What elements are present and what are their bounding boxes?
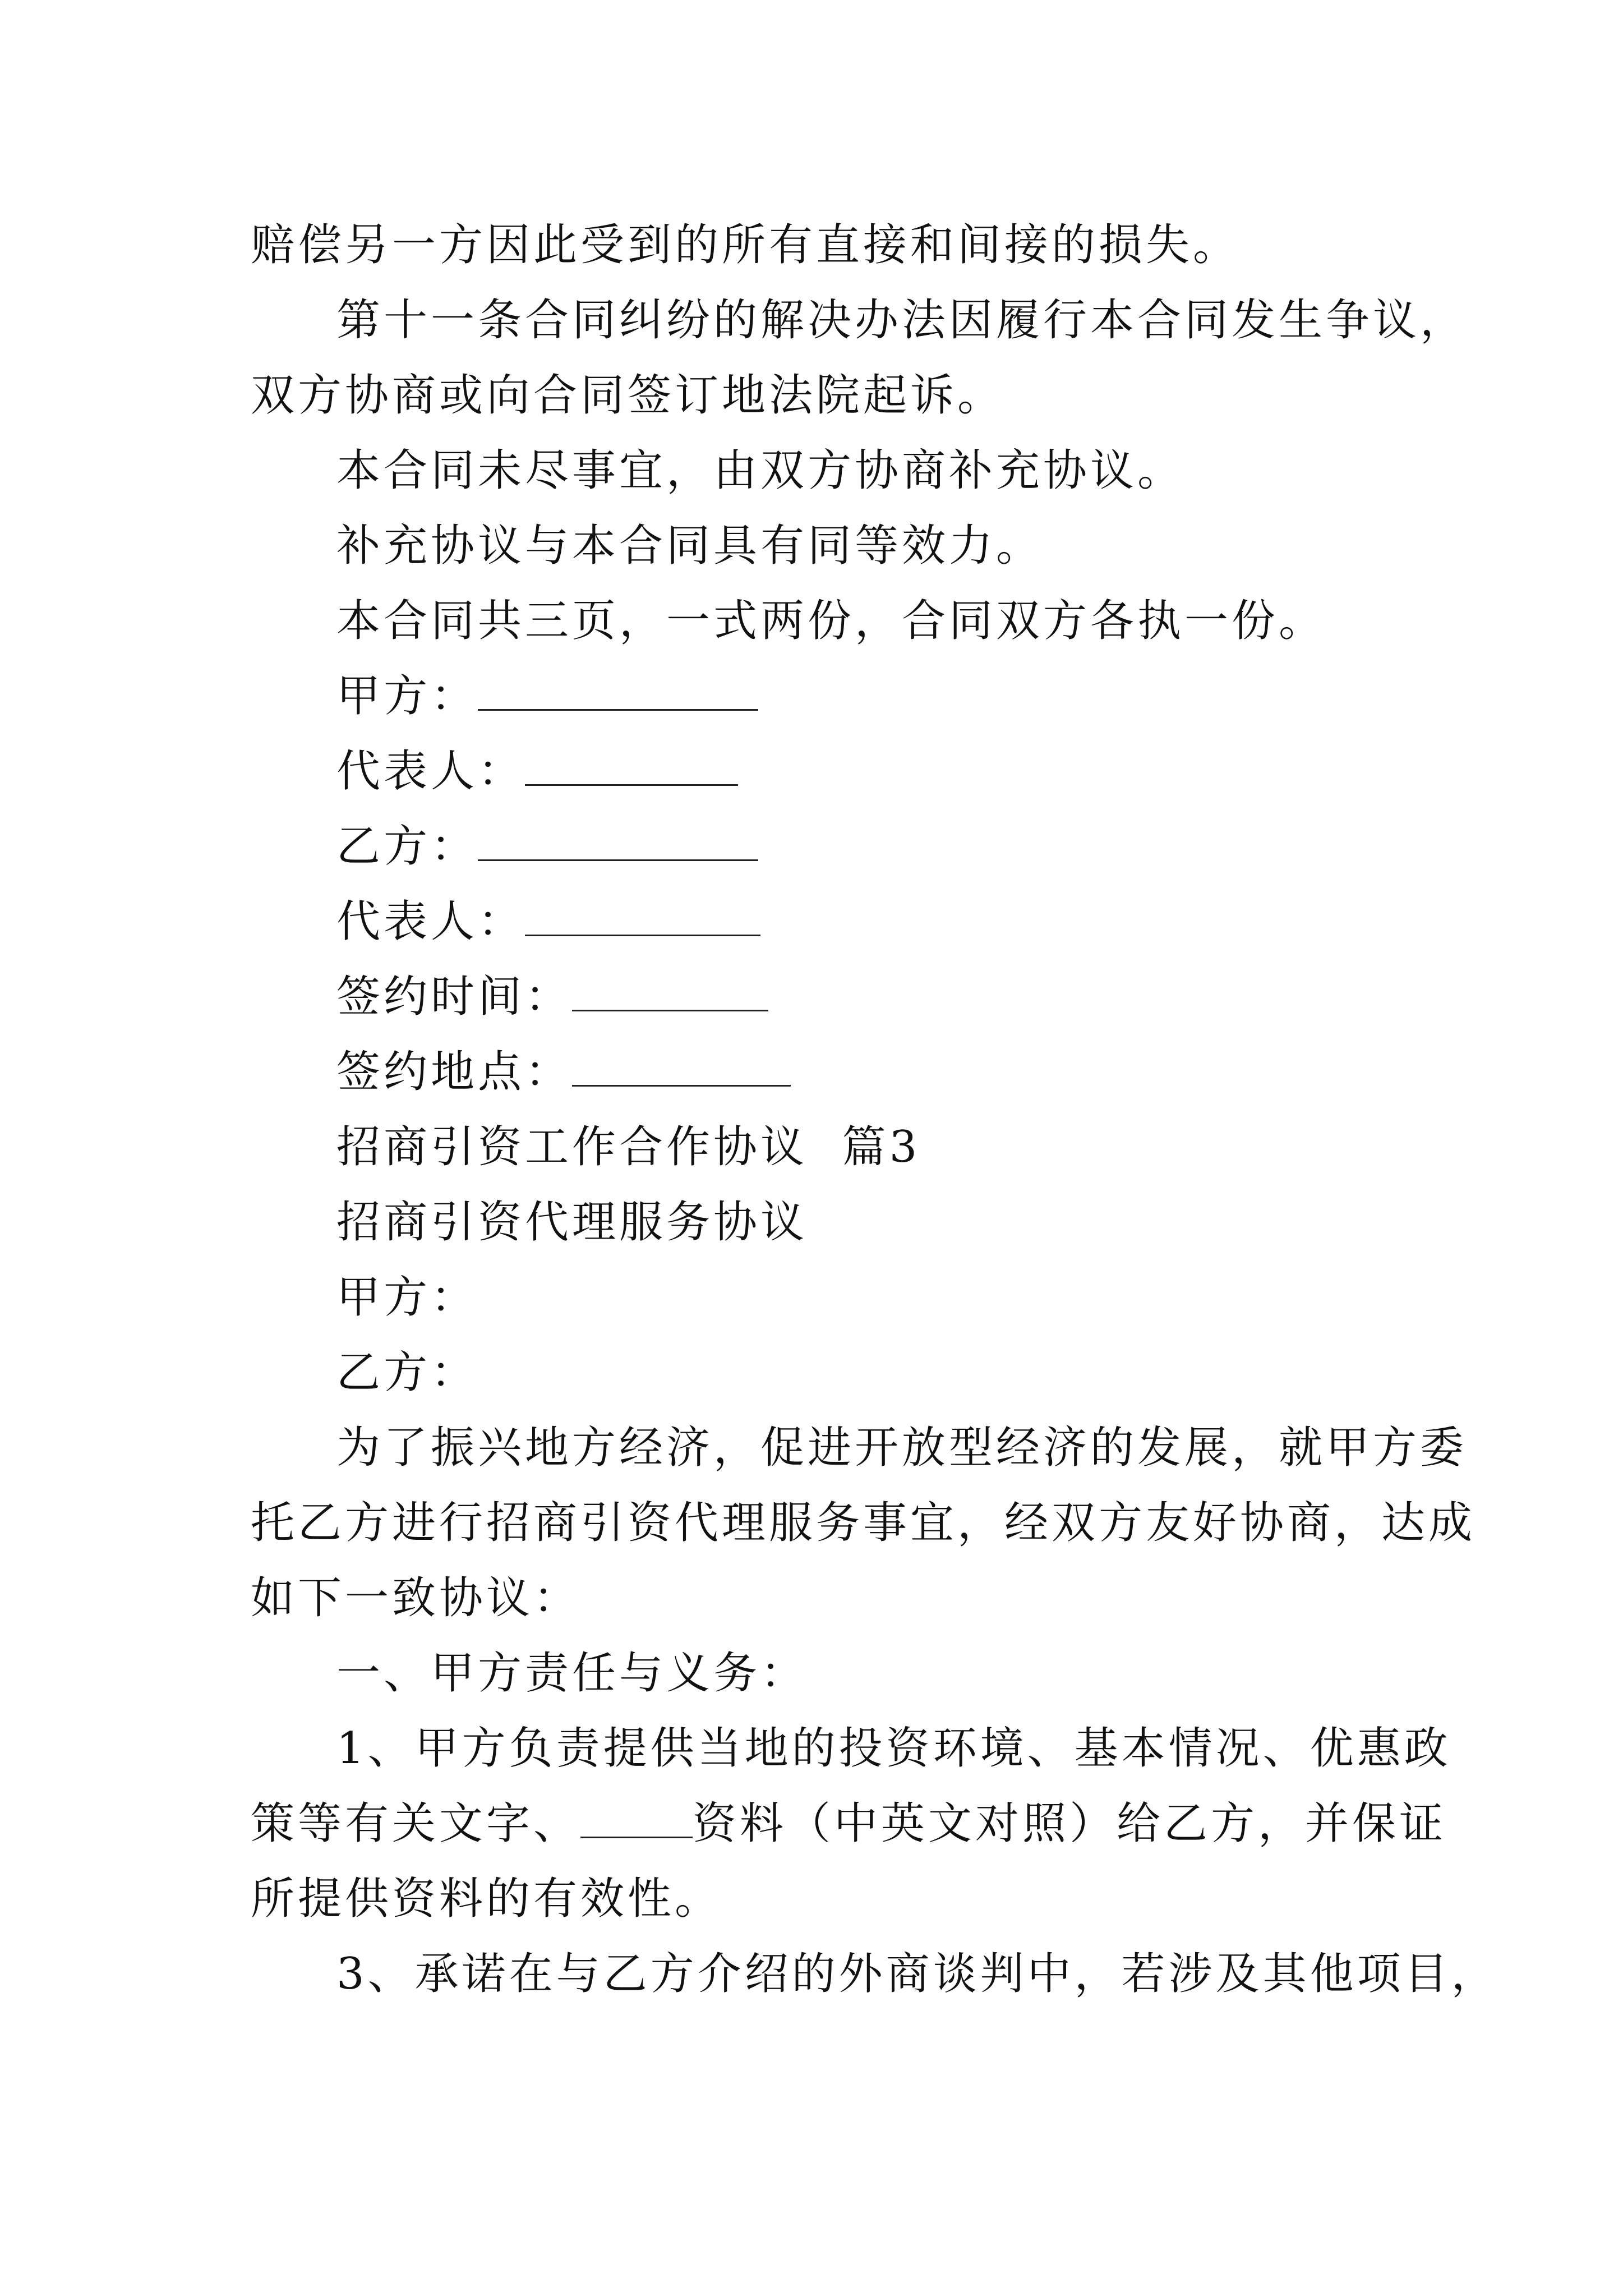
signing-place-label: 签约地点： bbox=[336, 1047, 573, 1097]
party-b-label: 乙方： bbox=[336, 821, 478, 872]
representative-b-blank bbox=[525, 932, 760, 936]
party-b-field bbox=[336, 821, 758, 872]
representative-a-label: 代表人： bbox=[336, 746, 525, 797]
paragraph-line: 托乙方进行招商引资代理服务事宜，经双方友好协商，达成 bbox=[251, 1498, 1476, 1548]
party-a-label-2: 甲方： bbox=[336, 1272, 478, 1323]
paragraph-line: 如下一致协议： bbox=[251, 1573, 581, 1623]
party-a-label: 甲方： bbox=[336, 671, 478, 721]
paragraph-line: 本合同共三页，一式两份，合同双方各执一份。 bbox=[336, 596, 1326, 646]
signing-time-label: 签约时间： bbox=[336, 972, 573, 1022]
agreement-title: 招商引资代理服务协议 bbox=[336, 1197, 808, 1248]
representative-a-blank bbox=[525, 782, 738, 786]
paragraph-line: 本合同未尽事宜，由双方协商补充协议。 bbox=[336, 445, 1185, 496]
paragraph-line: 3、承诺在与乙方介绍的外商谈判中，若涉及其他项目， bbox=[336, 1949, 1498, 1999]
party-b-blank bbox=[478, 857, 758, 861]
section-heading: 招商引资工作合作协议 篇3 bbox=[336, 1122, 921, 1172]
party-a-blank bbox=[478, 707, 758, 711]
inline-blank bbox=[580, 1834, 693, 1838]
representative-b-field bbox=[336, 896, 760, 947]
paragraph-line: 第十一条合同纠纷的解决办法因履行本合同发生争议， bbox=[336, 295, 1468, 346]
party-a-field bbox=[336, 671, 758, 721]
signing-time-blank bbox=[572, 1007, 768, 1011]
signing-place-blank bbox=[572, 1083, 791, 1087]
paragraph-line: 所提供资料的有效性。 bbox=[251, 1874, 722, 1924]
paragraph-line: 策等有关文字、 资料（中英文对照）给乙方，并保证 bbox=[251, 1798, 1447, 1849]
paragraph-line: 双方协商或向合同签订地法院起诉。 bbox=[251, 370, 1005, 421]
clause-heading: 一、甲方责任与义务： bbox=[336, 1648, 808, 1699]
paragraph-line: 1、甲方负责提供当地的投资环境、基本情况、优惠政 bbox=[336, 1723, 1451, 1774]
representative-b-label: 代表人： bbox=[336, 896, 525, 947]
signing-place-field bbox=[336, 1047, 791, 1097]
representative-a-field bbox=[336, 746, 738, 797]
party-b-label-2: 乙方： bbox=[336, 1347, 478, 1398]
paragraph-line: 为了振兴地方经济，促进开放型经济的发展，就甲方委 bbox=[336, 1423, 1468, 1473]
signing-time-field bbox=[336, 972, 768, 1022]
paragraph-line: 补充协议与本合同具有同等效力。 bbox=[336, 521, 1044, 571]
paragraph-line: 赔偿另一方因此受到的所有直接和间接的损失。 bbox=[251, 220, 1241, 270]
